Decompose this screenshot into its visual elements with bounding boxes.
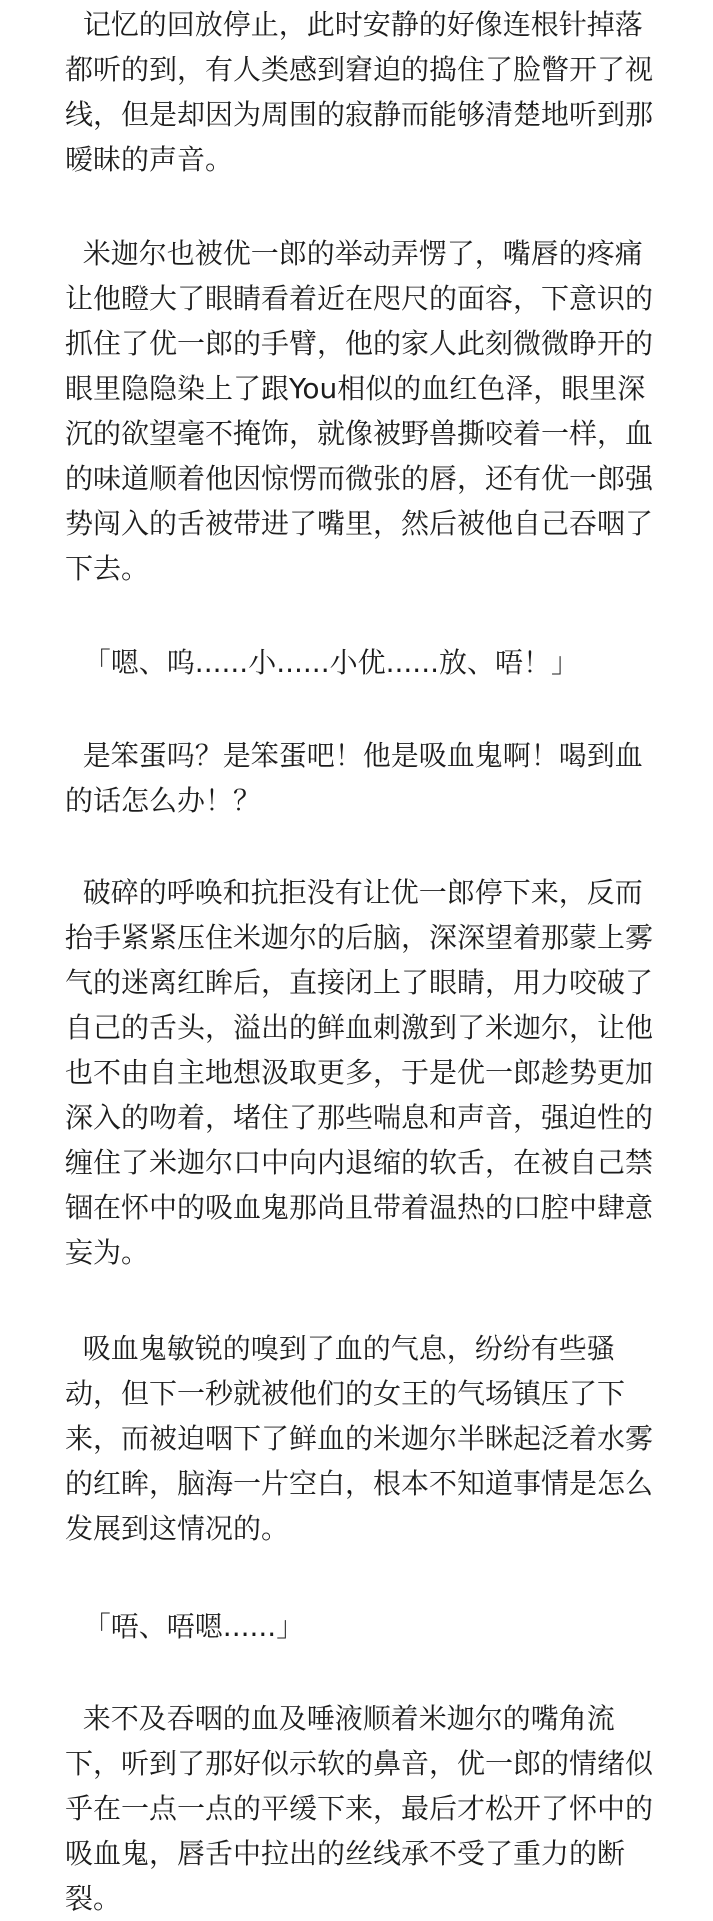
paragraph-dialogue-mm: 「唔、唔嗯......」 <box>65 1610 305 1643</box>
paragraph-mikaela-stunned: 米迦尔也被优一郎的举动弄愣了，嘴唇的疼痛 让他瞪大了眼睛看着近在咫尺的面容，下意识的 抓住了优一郎的手臂，他的家人此刻微微睁开的 眼里隐隐染上了跟You相似的血红色泽，眼里深 沉的欲望毫不掩饰，就像被野兽撕咬着一样，血 的味道顺着他因惊愣而微张的唇，还有优一郎强 势闯入的舌被带进了嘴里，然后被他自己吞咽了 下去。 <box>65 237 654 585</box>
paragraph-are-you-stupid: 是笨蛋吗？是笨蛋吧！他是吸血鬼啊！喝到血 的话怎么办！？ <box>65 739 643 817</box>
paragraph-released-embrace: 来不及吞咽的血及唾液顺着米迦尔的嘴角流 下，听到了那好似示软的鼻音，优一郎的情绪似 乎在一点一点的平缓下来，最后才松开了怀中的 吸血鬼，唇舌中拉出的丝线承不受了重力的断 裂。 <box>65 1702 654 1915</box>
paragraph-bit-tongue: 破碎的呼唤和抗拒没有让优一郎停下来，反而 抬手紧紧压住米迦尔的后脑，深深望着那蒙上雾 气的迷离红眸后，直接闭上了眼睛，用力咬破了 自己的舌头，溢出的鲜血刺激到了米迦尔，让他 也不由自主地想汲取更多，于是优一郎趁势更加 深入的吻着，堵住了那些喘息和声音，强迫性的 缠住了米迦尔口中向内退缩的软舌，在被自己禁 锢在怀中的吸血鬼那尚且带着温热的口腔中肆意 妄为。 <box>65 876 654 1269</box>
paragraph-memory-replay-stops: 记忆的回放停止，此时安静的好像连根针掉落 都听的到，有人类感到窘迫的捣住了脸瞥开了视 线，但是却因为周围的寂静而能够清楚地听到那 暧昧的声音。 <box>65 8 654 176</box>
paragraph-vampires-sense-blood: 吸血鬼敏锐的嗅到了血的气息，纷纷有些骚 动，但下一秒就被他们的女王的气场镇压了下 来，而被迫咽下了鲜血的米迦尔半眯起泛着水雾 的红眸，脑海一片空白，根本不知道事情是怎么 发展到这情况的。 <box>65 1332 654 1545</box>
paragraph-dialogue-stop: 「嗯、呜......小......小优......放、唔！」 <box>65 646 580 679</box>
